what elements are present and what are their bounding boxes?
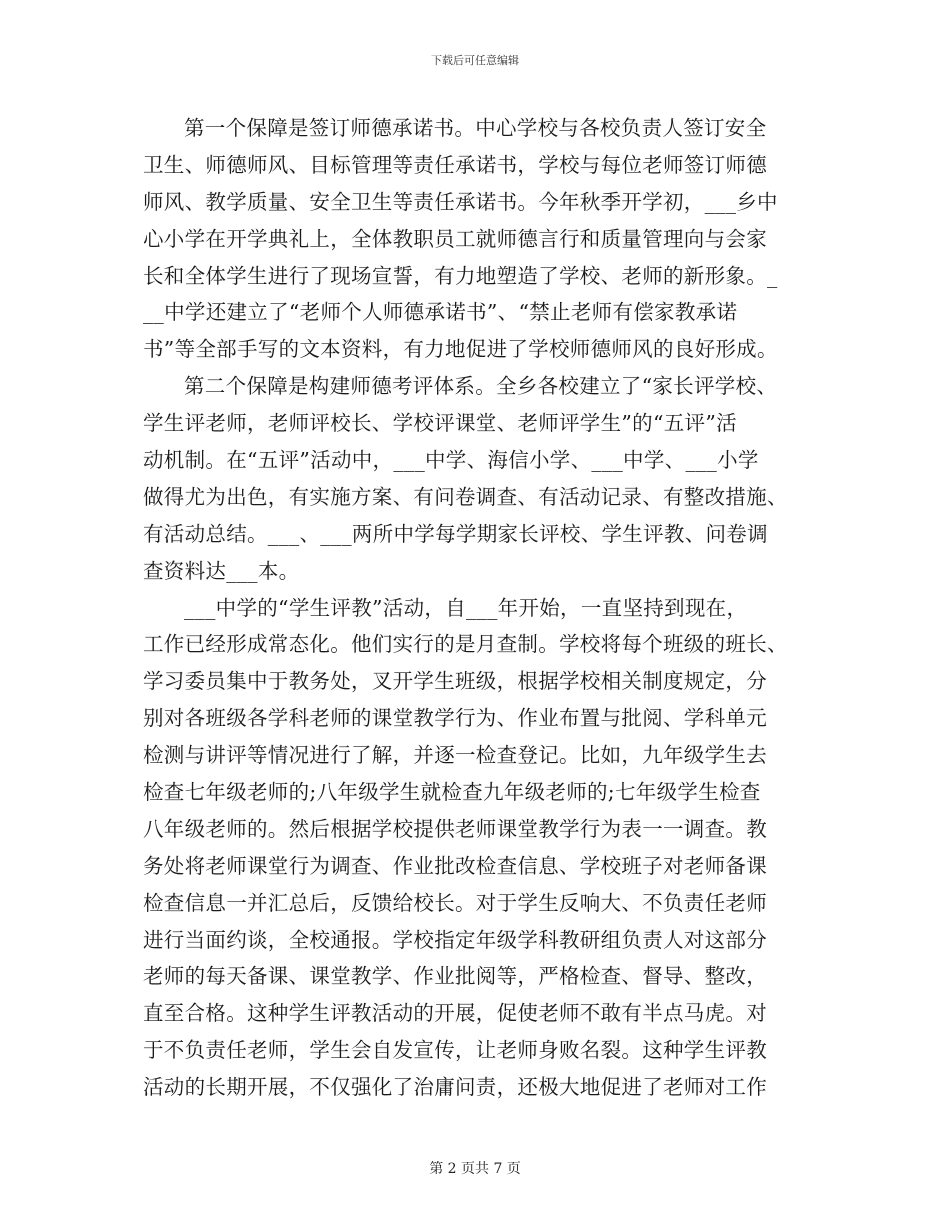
text-line: 长和全体学生进行了现场宣誓，有力地塑造了学校、老师的新形象。_ <box>143 263 778 288</box>
text-line: 进行当面约谈，全校通报。学校指定年级学科教研组负责人对这部分 <box>143 927 767 952</box>
text-line: 动机制。在“五评”活动中，___中学、海信小学、___中学、___小学 <box>143 448 759 473</box>
text-line: 第一个保障是签订师德承诺书。中心学校与各校负责人签订安全 <box>184 116 767 140</box>
text-line: 心小学在开学典礼上，全体教职员工就师德言行和质量管理向与会家 <box>143 226 767 251</box>
document-body <box>143 110 803 1106</box>
text-line: 书”等全部手写的文本资料，有力地促进了学校师德师风的良好形成。 <box>143 337 778 362</box>
text-line: __中学还建立了“老师个人师德承诺书”、“禁止老师有偿家教承诺 <box>143 300 738 325</box>
text-line: 检查七年级老师的;八年级学生就检查九年级老师的;七年级学生检查 <box>143 780 761 805</box>
page-header: 下载后可任意编辑 <box>431 54 519 67</box>
paragraph-1 <box>143 110 803 368</box>
text-line: 做得尤为出色，有实施方案、有问卷调查、有活动记录、有整改措施、 <box>143 484 788 509</box>
text-line: 老师的每天备课、课堂教学、作业批阅等，严格检查、督导、整改， <box>143 964 767 989</box>
text-line: ___中学的“学生评教”活动，自___年开始，一直坚持到现在， <box>184 595 748 620</box>
paragraph-2 <box>143 368 803 589</box>
text-line: 工作已经形成常态化。他们实行的是月查制。学校将每个班级的班长、 <box>143 632 788 657</box>
text-line: 有活动总结。___、___两所中学每学期家长评校、学生评教、问卷调 <box>143 521 768 546</box>
text-line: 直至合格。这种学生评教活动的开展，促使老师不敢有半点马虎。对 <box>143 1001 767 1026</box>
text-line: 务处将老师课堂行为调查、作业批改检查信息、学校班子对老师备课 <box>143 853 767 878</box>
text-line: 查资料达___本。 <box>143 558 300 583</box>
text-line: 师风、教学质量、安全卫生等责任承诺书。今年秋季开学初，___乡中 <box>143 189 778 214</box>
page-number: 第 2 页共 7 页 <box>429 1161 521 1177</box>
text-line: 卫生、师德师风、目标管理等责任承诺书，学校与每位老师签订师德 <box>143 152 767 177</box>
text-line: 活动的长期开展，不仅强化了治庸问责，还极大地促进了老师对工作 <box>143 1075 767 1100</box>
text-line: 检测与讲评等情况进行了解，并逐一检查登记。比如，九年级学生去 <box>143 743 767 768</box>
paragraph-3 <box>143 590 803 1106</box>
text-line: 学习委员集中于教务处，叉开学生班级，根据学校相关制度规定，分 <box>143 669 767 694</box>
text-line: 学生评老师，老师评校长、学校评课堂、老师评学生”的“五评”活 <box>143 411 737 436</box>
text-line: 于不负责任老师，学生会自发宣传，让老师身败名裂。这种学生评教 <box>143 1038 767 1063</box>
text-line: 检查信息一并汇总后，反馈给校长。对于学生反响大、不负责任老师 <box>143 890 767 915</box>
text-line: 别对各班级各学科老师的课堂教学行为、作业布置与批阅、学科单元 <box>143 706 767 731</box>
text-line: 第二个保障是构建师德考评体系。全乡各校建立了“家长评学校、 <box>184 374 778 399</box>
text-line: 八年级老师的。然后根据学校提供老师课堂教学行为表一一调查。教 <box>143 816 767 841</box>
